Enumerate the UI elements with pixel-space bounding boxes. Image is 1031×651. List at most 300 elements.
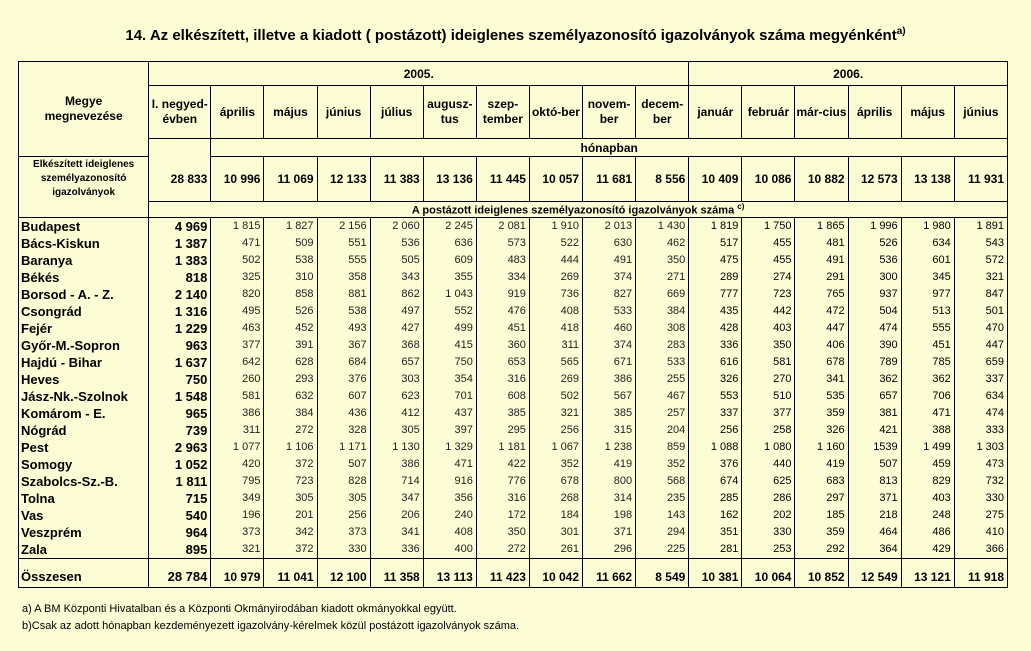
month-value: 326	[689, 371, 742, 388]
month-value: 535	[795, 388, 848, 405]
month-value: 1 819	[689, 217, 742, 235]
month-value: 248	[901, 507, 954, 524]
month-value: 634	[901, 235, 954, 252]
unit-header: hónapban	[211, 139, 1008, 157]
month-value: 553	[689, 388, 742, 405]
quarter-value: 1 387	[149, 235, 211, 252]
prepared-value: 10 409	[689, 157, 742, 202]
month-value: 632	[264, 388, 317, 405]
month-value: 350	[742, 337, 795, 354]
month-value: 785	[901, 354, 954, 371]
title-footnote-mark: a)	[896, 26, 906, 37]
month-value: 776	[476, 473, 529, 490]
month-value: 706	[901, 388, 954, 405]
month-value: 462	[636, 235, 689, 252]
month-value: 403	[901, 490, 954, 507]
month-value: 1 996	[848, 217, 901, 235]
month-value: 260	[211, 371, 264, 388]
month-value: 501	[954, 303, 1007, 320]
month-value: 829	[901, 473, 954, 490]
county-name: Komárom - E.	[19, 405, 149, 422]
month-value: 847	[954, 286, 1007, 303]
month-value: 204	[636, 422, 689, 439]
month-value: 351	[689, 524, 742, 541]
month-value: 502	[211, 252, 264, 269]
month-value: 486	[901, 524, 954, 541]
prepared-value: 11 931	[954, 157, 1007, 202]
section-footnote-mark: c)	[737, 202, 745, 211]
table-row	[19, 337, 1008, 354]
table-row	[19, 456, 1008, 473]
quarter-value: 1 316	[149, 303, 211, 320]
county-name: Hajdú - Bihar	[19, 354, 149, 371]
county-name: Jász-Nk.-Szolnok	[19, 388, 149, 405]
month-value: 185	[795, 507, 848, 524]
month-value: 1 303	[954, 439, 1007, 456]
month-value: 497	[370, 303, 423, 320]
table-row	[19, 354, 1008, 371]
month-value: 371	[848, 490, 901, 507]
month-value: 455	[742, 235, 795, 252]
month-value: 1 329	[423, 439, 476, 456]
month-value: 388	[901, 422, 954, 439]
month-value: 198	[583, 507, 636, 524]
quarter-value: 818	[149, 269, 211, 286]
quarter-value: 1 383	[149, 252, 211, 269]
county-name: Fejér	[19, 320, 149, 337]
month-value: 502	[529, 388, 582, 405]
month-value: 360	[476, 337, 529, 354]
month-header: május	[901, 86, 954, 139]
total-value: 11 918	[954, 558, 1007, 587]
quarter-value: 1 229	[149, 320, 211, 337]
month-value: 671	[583, 354, 636, 371]
month-value: 517	[689, 235, 742, 252]
month-value: 623	[370, 388, 423, 405]
month-value: 269	[529, 371, 582, 388]
month-value: 510	[742, 388, 795, 405]
month-value: 397	[423, 422, 476, 439]
month-value: 172	[476, 507, 529, 524]
prepared-label: Elkészített ideiglenes személyazonosító igazolványok	[19, 157, 149, 202]
month-value: 403	[742, 320, 795, 337]
month-value: 1 080	[742, 439, 795, 456]
month-value: 381	[848, 405, 901, 422]
table-row	[19, 303, 1008, 320]
month-value: 240	[423, 507, 476, 524]
month-value: 800	[583, 473, 636, 490]
month-value: 581	[742, 354, 795, 371]
month-value: 630	[583, 235, 636, 252]
month-value: 305	[317, 490, 370, 507]
total-value: 11 358	[370, 558, 423, 587]
month-value: 384	[636, 303, 689, 320]
quarter-value: 964	[149, 524, 211, 541]
month-value: 765	[795, 286, 848, 303]
total-value: 10 852	[795, 558, 848, 587]
month-value: 452	[264, 320, 317, 337]
month-value: 1 827	[264, 217, 317, 235]
total-value: 12 100	[317, 558, 370, 587]
table-row	[19, 524, 1008, 541]
month-value: 2 013	[583, 217, 636, 235]
month-value: 386	[211, 405, 264, 422]
month-value: 325	[211, 269, 264, 286]
table-row	[19, 320, 1008, 337]
month-value: 359	[795, 524, 848, 541]
month-value: 410	[954, 524, 1007, 541]
quarter-value: 895	[149, 541, 211, 559]
month-value: 436	[317, 405, 370, 422]
county-name: Pest	[19, 439, 149, 456]
month-value: 385	[476, 405, 529, 422]
month-value: 442	[742, 303, 795, 320]
month-value: 1 181	[476, 439, 529, 456]
month-value: 274	[742, 269, 795, 286]
county-name: Szabolcs-Sz.-B.	[19, 473, 149, 490]
month-value: 657	[848, 388, 901, 405]
quarter-value: 750	[149, 371, 211, 388]
month-value: 271	[636, 269, 689, 286]
month-header: novem-ber	[583, 86, 636, 139]
month-value: 565	[529, 354, 582, 371]
month-value: 937	[848, 286, 901, 303]
month-value: 476	[476, 303, 529, 320]
footnotes	[22, 601, 519, 635]
month-value: 495	[211, 303, 264, 320]
month-value: 272	[476, 541, 529, 559]
month-value: 678	[795, 354, 848, 371]
month-header: április	[848, 86, 901, 139]
month-value: 2 156	[317, 217, 370, 235]
month-value: 820	[211, 286, 264, 303]
year-2006-header: 2006.	[689, 62, 1008, 86]
table-row	[19, 388, 1008, 405]
table-row	[19, 490, 1008, 507]
month-value: 300	[848, 269, 901, 286]
county-name: Győr-M.-Sopron	[19, 337, 149, 354]
month-value: 343	[370, 269, 423, 286]
table-row	[19, 371, 1008, 388]
month-value: 750	[423, 354, 476, 371]
month-value: 684	[317, 354, 370, 371]
month-value: 352	[529, 456, 582, 473]
month-value: 421	[848, 422, 901, 439]
month-value: 336	[370, 541, 423, 559]
section-spacer	[19, 202, 149, 218]
month-value: 789	[848, 354, 901, 371]
month-value: 555	[901, 320, 954, 337]
prepared-value: 10 057	[529, 157, 582, 202]
month-value: 467	[636, 388, 689, 405]
month-value: 292	[795, 541, 848, 559]
month-value: 310	[264, 269, 317, 286]
month-value: 538	[264, 252, 317, 269]
prepared-value: 13 136	[423, 157, 476, 202]
header-row-months	[19, 86, 1008, 139]
month-value: 471	[901, 405, 954, 422]
month-value: 356	[423, 490, 476, 507]
month-value: 859	[636, 439, 689, 456]
month-value: 581	[211, 388, 264, 405]
total-value: 13 121	[901, 558, 954, 587]
month-value: 568	[636, 473, 689, 490]
month-value: 333	[954, 422, 1007, 439]
table-row	[19, 235, 1008, 252]
month-value: 2 245	[423, 217, 476, 235]
month-value: 256	[317, 507, 370, 524]
month-value: 813	[848, 473, 901, 490]
month-value: 376	[689, 456, 742, 473]
month-value: 162	[689, 507, 742, 524]
month-value: 269	[529, 269, 582, 286]
month-value: 862	[370, 286, 423, 303]
month-value: 483	[476, 252, 529, 269]
month-value: 1 088	[689, 439, 742, 456]
month-value: 419	[583, 456, 636, 473]
month-value: 305	[370, 422, 423, 439]
quarter-value: 4 969	[149, 217, 211, 235]
month-value: 315	[583, 422, 636, 439]
month-value: 1 077	[211, 439, 264, 456]
month-value: 916	[423, 473, 476, 490]
month-value: 1 171	[317, 439, 370, 456]
month-value: 475	[689, 252, 742, 269]
prepared-value: 10 882	[795, 157, 848, 202]
county-name: Budapest	[19, 217, 149, 235]
county-name: Heves	[19, 371, 149, 388]
county-name: Nógrád	[19, 422, 149, 439]
month-value: 526	[848, 235, 901, 252]
month-value: 1 750	[742, 217, 795, 235]
month-value: 206	[370, 507, 423, 524]
total-value: 12 549	[848, 558, 901, 587]
month-value: 723	[742, 286, 795, 303]
month-value: 386	[583, 371, 636, 388]
month-value: 408	[529, 303, 582, 320]
month-header: január	[689, 86, 742, 139]
month-value: 493	[317, 320, 370, 337]
month-value: 1 865	[795, 217, 848, 235]
footnote-a: a) A BM Központi Hivatalban és a Központi Okmányirodában kiadott okmányokkal együtt.	[22, 603, 457, 615]
month-value: 330	[317, 541, 370, 559]
month-value: 536	[370, 235, 423, 252]
month-value: 451	[901, 337, 954, 354]
month-header: július	[370, 86, 423, 139]
month-value: 400	[423, 541, 476, 559]
month-value: 376	[317, 371, 370, 388]
month-value: 342	[264, 524, 317, 541]
month-value: 977	[901, 286, 954, 303]
month-value: 364	[848, 541, 901, 559]
month-value: 451	[476, 320, 529, 337]
table-row	[19, 217, 1008, 235]
table-row	[19, 252, 1008, 269]
month-value: 285	[689, 490, 742, 507]
prepared-value: 11 681	[583, 157, 636, 202]
total-row	[19, 558, 1008, 587]
month-value: 653	[476, 354, 529, 371]
month-value: 412	[370, 405, 423, 422]
month-value: 1 980	[901, 217, 954, 235]
month-value: 275	[954, 507, 1007, 524]
total-value: 13 113	[423, 558, 476, 587]
month-value: 270	[742, 371, 795, 388]
quarter-value: 2 963	[149, 439, 211, 456]
month-value: 601	[901, 252, 954, 269]
month-value: 504	[848, 303, 901, 320]
month-value: 235	[636, 490, 689, 507]
month-value: 551	[317, 235, 370, 252]
quarter-value: 963	[149, 337, 211, 354]
month-value: 459	[901, 456, 954, 473]
quarter-value: 965	[149, 405, 211, 422]
month-value: 732	[954, 473, 1007, 490]
month-value: 2 081	[476, 217, 529, 235]
quarter-value: 1 637	[149, 354, 211, 371]
month-value: 296	[583, 541, 636, 559]
month-value: 538	[317, 303, 370, 320]
month-value: 256	[689, 422, 742, 439]
quarter-value: 1 811	[149, 473, 211, 490]
prepared-value: 11 069	[264, 157, 317, 202]
month-value: 334	[476, 269, 529, 286]
month-value: 261	[529, 541, 582, 559]
month-value: 474	[848, 320, 901, 337]
month-value: 366	[954, 541, 1007, 559]
month-value: 881	[317, 286, 370, 303]
section-row	[19, 202, 1008, 218]
table-row	[19, 286, 1008, 303]
month-value: 377	[211, 337, 264, 354]
total-label: Összesen	[19, 558, 149, 587]
month-value: 373	[317, 524, 370, 541]
month-value: 447	[954, 337, 1007, 354]
month-value: 201	[264, 507, 317, 524]
county-column-header: Megye megnevezése	[19, 62, 149, 157]
month-value: 659	[954, 354, 1007, 371]
month-value: 1 910	[529, 217, 582, 235]
statistics-table	[18, 61, 1008, 588]
county-name: Békés	[19, 269, 149, 286]
month-value: 184	[529, 507, 582, 524]
month-value: 415	[423, 337, 476, 354]
month-header: már-cius	[795, 86, 848, 139]
month-value: 350	[636, 252, 689, 269]
county-name: Bács-Kiskun	[19, 235, 149, 252]
month-value: 359	[795, 405, 848, 422]
month-value: 447	[795, 320, 848, 337]
month-value: 328	[317, 422, 370, 439]
month-value: 471	[423, 456, 476, 473]
month-value: 777	[689, 286, 742, 303]
month-value: 311	[529, 337, 582, 354]
quarter-value: 540	[149, 507, 211, 524]
month-value: 377	[742, 405, 795, 422]
month-value: 464	[848, 524, 901, 541]
month-value: 444	[529, 252, 582, 269]
total-value: 11 423	[476, 558, 529, 587]
county-name: Zala	[19, 541, 149, 559]
month-value: 1 430	[636, 217, 689, 235]
statistics-table-wrapper	[18, 61, 1008, 588]
quarter-value: 2 140	[149, 286, 211, 303]
prepared-value: 12 573	[848, 157, 901, 202]
month-value: 352	[636, 456, 689, 473]
month-value: 552	[423, 303, 476, 320]
total-value: 11 662	[583, 558, 636, 587]
month-value: 440	[742, 456, 795, 473]
prepared-value: 11 445	[476, 157, 529, 202]
month-value: 321	[529, 405, 582, 422]
month-value: 255	[636, 371, 689, 388]
month-value: 341	[795, 371, 848, 388]
county-name: Somogy	[19, 456, 149, 473]
table-row	[19, 473, 1008, 490]
table-row	[19, 439, 1008, 456]
month-header: októ-ber	[529, 86, 582, 139]
footnote-b: b)Csak az adott hónapban kezdeményezett igazolvány-kérelmek közül postázott igazolványok száma.	[22, 620, 520, 632]
month-value: 330	[954, 490, 1007, 507]
month-value: 321	[211, 541, 264, 559]
total-value: 11 041	[264, 558, 317, 587]
month-value: 533	[636, 354, 689, 371]
month-value: 385	[583, 405, 636, 422]
total-value: 10 064	[742, 558, 795, 587]
month-value: 362	[901, 371, 954, 388]
month-value: 460	[583, 320, 636, 337]
month-value: 390	[848, 337, 901, 354]
month-value: 678	[529, 473, 582, 490]
month-header: május	[264, 86, 317, 139]
month-value: 420	[211, 456, 264, 473]
month-value: 258	[742, 422, 795, 439]
month-value: 316	[476, 490, 529, 507]
prepared-value: 12 133	[317, 157, 370, 202]
month-value: 281	[689, 541, 742, 559]
total-value: 10 381	[689, 558, 742, 587]
quarter-header: I. negyed-évben	[149, 86, 211, 139]
month-header: decem-ber	[636, 86, 689, 139]
month-value: 428	[689, 320, 742, 337]
month-value: 358	[317, 269, 370, 286]
month-value: 418	[529, 320, 582, 337]
month-value: 303	[370, 371, 423, 388]
month-value: 1539	[848, 439, 901, 456]
month-value: 533	[583, 303, 636, 320]
table-title: 14. Az elkészített, illetve a kiadott ( postázott) ideiglenes személyazonosító igazolványok száma megyénként$^{a)}$	[125, 26, 906, 44]
month-value: 371	[583, 524, 636, 541]
month-value: 736	[529, 286, 582, 303]
month-value: 384	[264, 405, 317, 422]
month-value: 573	[476, 235, 529, 252]
month-value: 1 499	[901, 439, 954, 456]
month-value: 481	[795, 235, 848, 252]
month-value: 429	[901, 541, 954, 559]
county-name: Csongrád	[19, 303, 149, 320]
month-value: 572	[954, 252, 1007, 269]
month-value: 419	[795, 456, 848, 473]
month-value: 919	[476, 286, 529, 303]
month-value: 350	[476, 524, 529, 541]
month-value: 374	[583, 269, 636, 286]
month-value: 491	[583, 252, 636, 269]
month-value: 607	[317, 388, 370, 405]
header-row-unit	[19, 139, 1008, 157]
month-value: 437	[423, 405, 476, 422]
month-value: 301	[529, 524, 582, 541]
month-value: 473	[954, 456, 1007, 473]
